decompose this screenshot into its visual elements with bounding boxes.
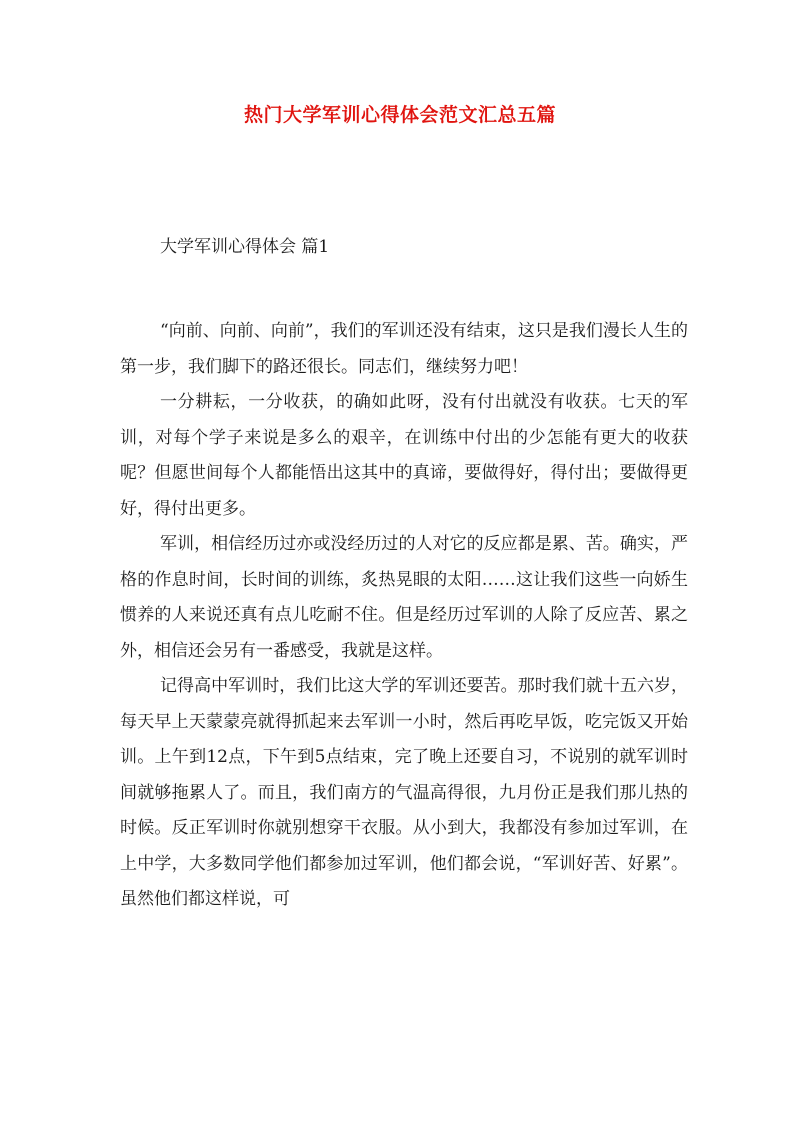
paragraph-2: 一分耕耘，一分收获，的确如此呀，没有付出就没有收获。七天的军训，对每个学子来说是多么的艰辛，在训练中付出的少怎能有更大的收获呢？但愿世间每个人都能悟出这其中的真谛，要做得好，得付出；要做得更好，得付出更多。	[120, 392, 688, 519]
paragraph-3: 军训，相信经历过亦或没经历过的人对它的反应都是累、苦。确实，严格的作息时间，长时间的训练，炙热晃眼的太阳……这让我们这些一向娇生惯养的人来说还真有点儿吃耐不住。但是经历过军训的人除了反应苦、累之外，相信还会另有一番感受，我就是这样。	[120, 534, 688, 661]
paragraph-1: “向前、向前、向前”，我们的军训还没有结束，这只是我们漫长人生的第一步，我们脚下的路还很长。同志们，继续努力吧！	[120, 321, 688, 377]
section-heading: 大学军训心得体会 篇1	[160, 237, 330, 257]
body-text	[120, 314, 688, 918]
document-title: 热门大学军训心得体会范文汇总五篇	[243, 104, 556, 126]
paragraph-4: 记得高中军训时，我们比这大学的军训还要苦。那时我们就十五六岁，每天早上天蒙蒙亮就得抓起来去军训一小时，然后再吃早饭，吃完饭又开始训。上午到12点，下午到5点结束，完了晚上还要自习，不说别的就军训时间就够拖累人了。而且，我们南方的气温高得很，九月份正是我们那儿热的时候。反正军训时你就别想穿干衣服。从小到大，我都没有参加过军训，在上中学，大多数同学他们都参加过军训，他们都会说，“军训好苦、好累”。虽然他们都这样说，可	[120, 676, 688, 909]
